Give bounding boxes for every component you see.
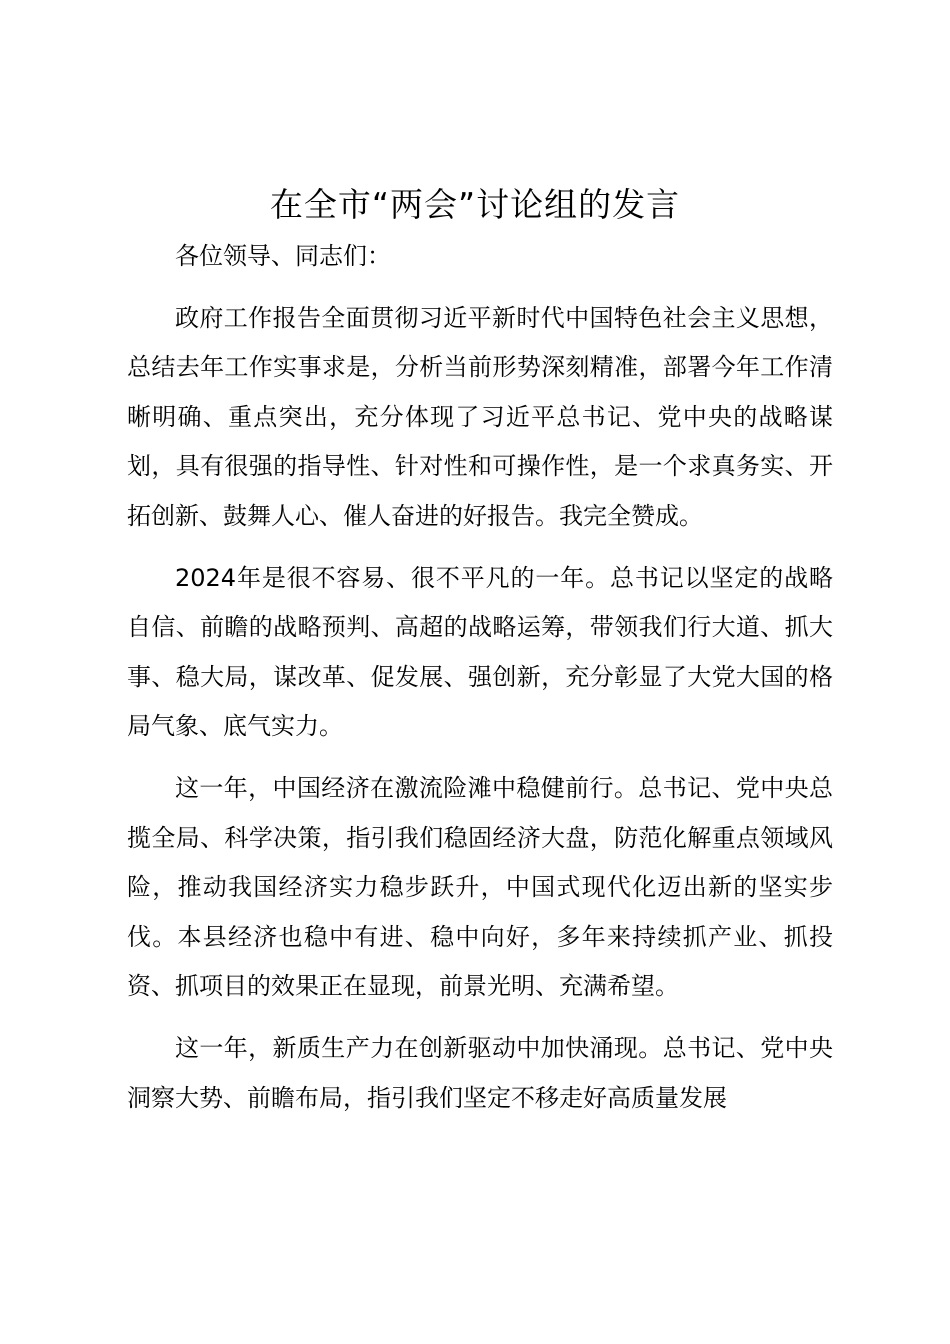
document-body [127,232,833,1135]
paragraph: 这一年，中国经济在激流险滩中稳健前行。总书记、党中央总揽全局、科学决策，指引我们稳固经济大盘，防范化解重点领域风险，推动我国经济实力稳步跃升，中国式现代化迈出新的坚实步伐。本县经济也稳中有进、稳中向好，多年来持续抓产业、抓投资、抓项目的效果正在显现，前景光明、充满希望。 [127,773,833,1001]
salutation: 各位领导、同志们： [175,242,391,270]
paragraph: 这一年，新质生产力在创新驱动中加快涌现。总书记、党中央洞察大势、前瞻布局，指引我们坚定不移走好高质量发展 [127,1033,833,1112]
paragraph: 2024年是很不容易、很不平凡的一年。总书记以坚定的战略自信、前瞻的战略预判、高超的战略运筹，带领我们行大道、抓大事、稳大局，谋改革、促发展、强创新，充分彰显了大党大国的格局气象、底气实力。 [127,563,833,741]
document-title: 在全市“两会”讨论组的发言 [269,185,681,224]
paragraph: 政府工作报告全面贯彻习近平新时代中国特色社会主义思想，总结去年工作实事求是，分析当前形势深刻精准，部署今年工作清晰明确、重点突出，充分体现了习近平总书记、党中央的战略谋划，具有很强的指导性、针对性和可操作性，是一个求真务实、开拓创新、鼓舞人心、催人奋进的好报告。我完全赞成。 [127,303,833,530]
